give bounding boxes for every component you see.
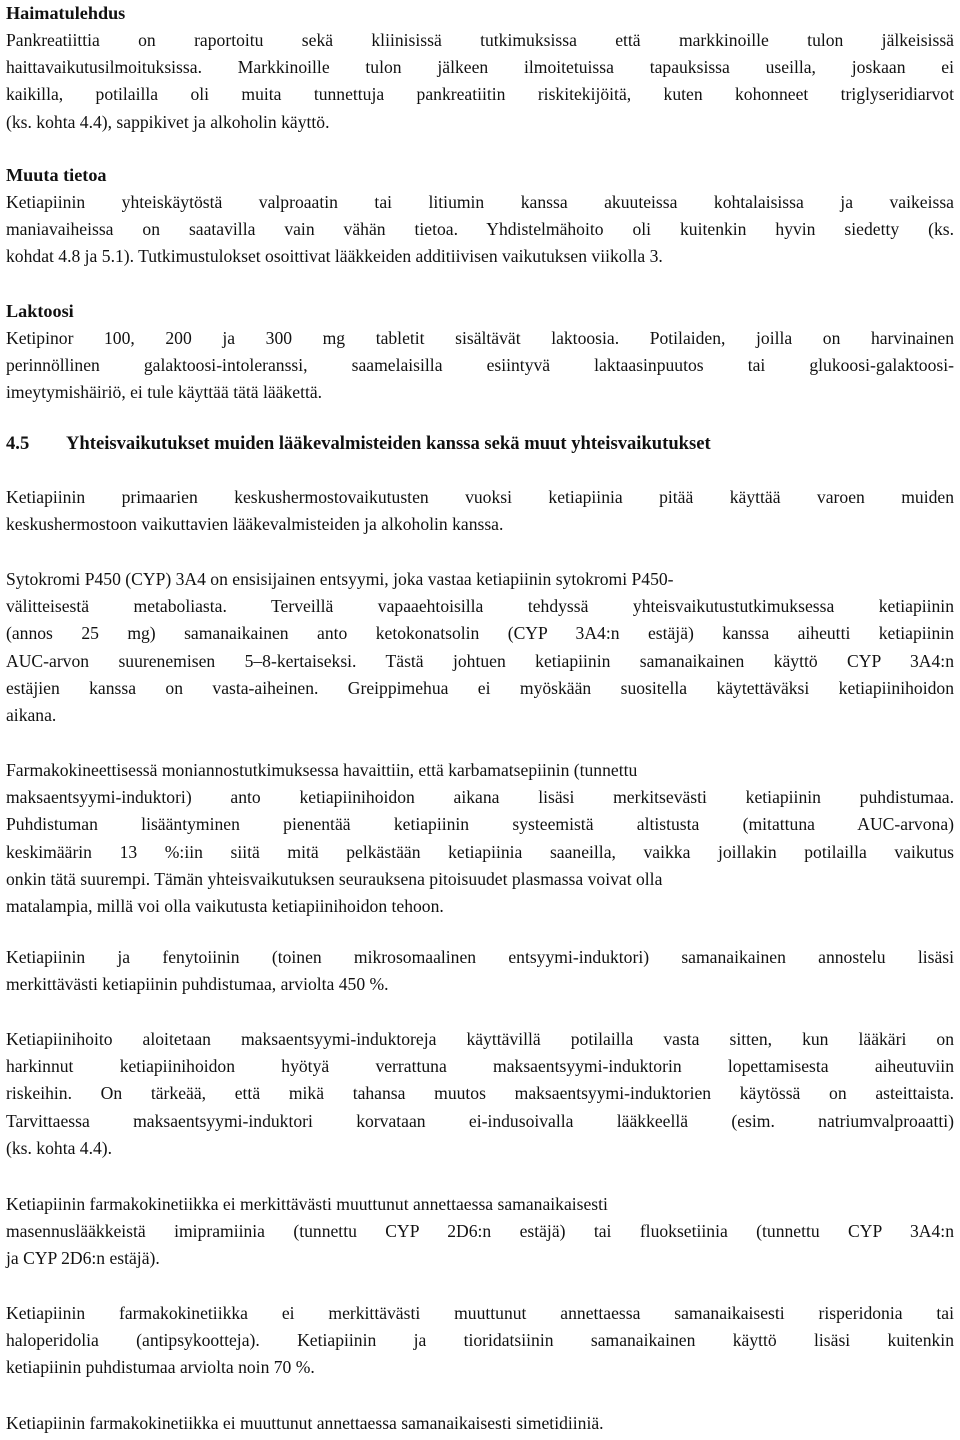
text-line: Ketiapiinin farmakokinetiikka ei merkittävästi muuttunut annettaessa samanaikaisesti	[6, 1194, 608, 1214]
section-title-text: Yhteisvaikutukset muiden lääkevalmisteiden kanssa sekä muut yhteisvaikutukset	[66, 433, 711, 454]
text-line: ja CYP 2D6:n estäjä).	[6, 1248, 160, 1269]
subheading-haimatulehdus: Haimatulehdus	[6, 3, 126, 23]
text-line: imeytymishäiriö, ei tule käyttää tätä lääkettä.	[6, 382, 323, 403]
text-line: (annos 25 mg) samanaikainen anto ketokonatsolin (CYP 3A4:n estäjä) kanssa aiheutti ketiapiinin	[6, 623, 954, 644]
paragraph-1	[6, 484, 954, 538]
text-line: aikana.	[6, 704, 57, 725]
text-line: merkittävästi ketiapiinin puhdistumaa, arviolta 450 %.	[6, 974, 389, 995]
text-line: Ketiapiinin primaarien keskushermostovaikutusten vuoksi ketiapiinia pitää käyttää varoen muiden	[6, 487, 954, 507]
text-line: ketiapiinin puhdistumaa arviolta noin 70 %.	[6, 1357, 315, 1378]
text-line: Ketiapiinihoito aloitetaan maksaentsyymi-induktoreja käyttävillä potilailla vasta sitten, kun lääkäri on	[6, 1029, 954, 1049]
section-laktoosi	[6, 298, 954, 407]
text-line: välitteisestä metaboliasta. Terveillä vapaaehtoisilla tehdyssä yhteisvaikutustutkimuksessa ketiapiinin	[6, 596, 954, 617]
text-line: kaikilla, potilailla oli muita tunnettuja pankreatiitin riskitekijöitä, kuten kohonneet triglyseridiarvot	[6, 84, 954, 105]
text-line: Ketiapiinin yhteiskäytöstä valproaatin tai litiumin kanssa akuuteissa kohtalaisissa ja vaikeissa	[6, 192, 954, 212]
text-line: Ketiapiinin farmakokinetiikka ei muuttunut annettaessa samanaikaisesti simetidiiniä.	[6, 1413, 604, 1433]
paragraph-5	[6, 1026, 954, 1162]
text-line: matalampia, millä voi olla vaikutusta ketiapiinihoidon tehoon.	[6, 895, 444, 916]
text-line: Ketiapiinin ja fenytoiinin (toinen mikrosomaalinen entsyymi-induktori) samanaikainen annostelu lisäsi	[6, 947, 954, 967]
paragraph-3	[6, 757, 954, 920]
text-line: Ketipinor 100, 200 ja 300 mg tabletit sisältävät laktoosia. Potilaiden, joilla on harvinainen	[6, 328, 954, 348]
text-line: Tarvittaessa maksaentsyymi-induktori korvataan ei-indusoivalla lääkkeellä (esim. natriumvalproaatti)	[6, 1110, 954, 1131]
section-4-5-heading	[6, 430, 954, 458]
text-line: perinnöllinen galaktoosi-intoleranssi, saamelaisilla esiintyvä laktaasinpuutos tai glukoosi-galaktoosi-	[6, 355, 954, 376]
text-line: estäjien kanssa on vasta-aiheinen. Greippimehua ei myöskään suositella käytettäväksi ketiapiinihoidon	[6, 677, 954, 698]
subheading-muuta-tietoa: Muuta tietoa	[6, 165, 107, 185]
section-muuta-tietoa	[6, 162, 954, 271]
paragraph-6	[6, 1191, 954, 1273]
text-line: onkin tätä suurempi. Tämän yhteisvaikutuksen seurauksena pitoisuudet plasmassa voivat olla	[6, 868, 663, 889]
text-line: Farmakokineettisessä moniannostutkimuksessa havaittiin, että karbamatsepiinin (tunnettu	[6, 760, 638, 780]
text-line: (ks. kohta 4.4).	[6, 1137, 113, 1158]
text-line: (ks. kohta 4.4), sappikivet ja alkoholin käyttö.	[6, 111, 330, 132]
text-line: masennuslääkkeistä imipramiinia (tunnettu CYP 2D6:n estäjä) tai fluoksetiinia (tunnettu CYP 3A4:n	[6, 1221, 954, 1242]
text-line: maksaentsyymi-induktori) anto ketiapiinihoidon aikana lisäsi merkitsevästi ketiapiinin puhdistumaa.	[6, 787, 954, 808]
section-title	[6, 430, 954, 458]
text-line: kohdat 4.8 ja 5.1). Tutkimustulokset osoittivat lääkkeiden additiivisen vaikutuksen viikolla 3.	[6, 246, 663, 267]
text-line: Pankreatiittia on raportoitu sekä kliinisissä tutkimuksissa että markkinoille tulon jälkeisissä	[6, 30, 954, 50]
text-line: Sytokromi P450 (CYP) 3A4 on ensisijainen entsyymi, joka vastaa ketiapiinin sytokromi P450-	[6, 569, 674, 589]
section-haimatulehdus	[6, 0, 954, 136]
text-line: keskushermostoon vaikuttavien lääkevalmisteiden ja alkoholin kanssa.	[6, 514, 504, 535]
text-line: Puhdistuman lisääntyminen pienentää ketiapiinin systeemistä altistusta (mitattuna AUC-arvona)	[6, 814, 954, 835]
paragraph-7	[6, 1300, 954, 1382]
text-line: keskimäärin 13 %:iin siitä mitä pelkästään ketiapiinia saaneilla, vaikka joillakin potilailla vaikutus	[6, 841, 954, 862]
section-number: 4.5	[6, 433, 30, 454]
text-line: maniavaiheissa on saatavilla vain vähän tietoa. Yhdistelmähoito oli kuitenkin hyvin siedetty (ks.	[6, 219, 954, 240]
paragraph-8	[6, 1410, 954, 1437]
text-line: AUC-arvon suurenemisen 5–8-kertaiseksi. Tästä johtuen ketiapiinin samanaikainen käyttö CYP 3A4:n	[6, 650, 954, 671]
paragraph-4	[6, 944, 954, 998]
text-line: haloperidolia (antipsykootteja). Ketiapiinin ja tioridatsiinin samanaikainen käyttö lisäsi kuitenkin	[6, 1330, 954, 1351]
paragraph-2	[6, 566, 954, 729]
subheading-laktoosi: Laktoosi	[6, 301, 74, 321]
text-line: riskeihin. On tärkeää, että mikä tahansa muutos maksaentsyymi-induktorien käytössä on asteittaista.	[6, 1083, 954, 1104]
text-line: harkinnut ketiapiinihoidon hyötyä verrattuna maksaentsyymi-induktorin lopettamisesta aiheutuviin	[6, 1056, 954, 1077]
text-line: haittavaikutusilmoituksissa. Markkinoille tulon jälkeen ilmoitetuissa tapauksissa useilla, joskaan ei	[6, 57, 954, 78]
text-line: Ketiapiinin farmakokinetiikka ei merkittävästi muuttunut annettaessa samanaikaisesti risperidonia tai	[6, 1303, 954, 1323]
